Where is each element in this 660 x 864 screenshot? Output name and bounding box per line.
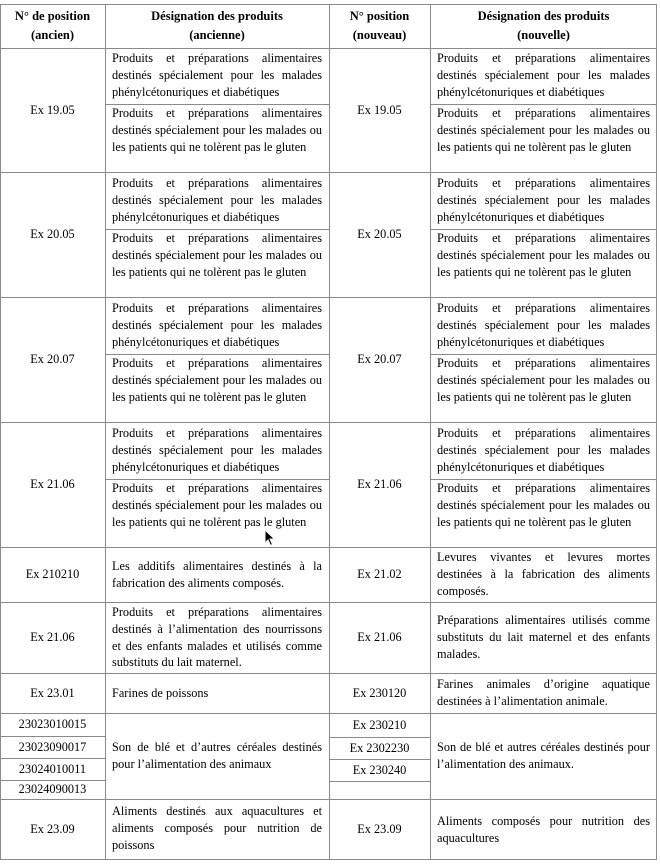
- old-text-farines: [105, 673, 329, 713]
- grid-line: [0, 780, 105, 781]
- old-code-23-01: Ex 23.01: [30, 685, 75, 700]
- new-code-19-05: Ex 19.05: [357, 102, 402, 117]
- grid-line: [329, 781, 430, 782]
- old-text-20-05-a: Produits et préparations alimentaires destinés spécialement pour les malades phénylcétonuriques et diabétiques: [112, 176, 322, 224]
- old-code-20-07: Ex 20.07: [30, 352, 75, 367]
- header-old-position-line2: (ancien): [30, 28, 75, 42]
- grid-line: [656, 4, 657, 860]
- grid-line: [0, 799, 657, 800]
- new-code-23-09: Ex 23.09: [357, 822, 402, 837]
- new-text-levures-content: Levures vivantes et levures mortes destinées à la fabrication des aliments composés.: [437, 550, 650, 598]
- header-old-designation-line1: Désignation des produits: [151, 9, 283, 23]
- new-code-20-05: Ex 20.05: [357, 227, 402, 242]
- grid-line: [0, 297, 657, 298]
- grid-line: [0, 713, 657, 714]
- old-text-nourrissons-content: Produits et préparations alimentaires destinés à l’alimentation des nourrissons et des enfants malades et utilisés comme substituts du lait maternel.: [112, 604, 322, 670]
- new-text-19-05-a: Produits et préparations alimentaires destinés spécialement pour les malades phénylcétonuriques et diabétiques: [437, 51, 650, 99]
- grid-line: [329, 759, 430, 760]
- grid-line: [430, 229, 657, 230]
- grid-line: [430, 354, 657, 355]
- grid-line: [0, 422, 657, 423]
- old-text-19-05-a: Produits et préparations alimentaires destinés spécialement pour les malades phénylcétonuriques et diabétiques: [112, 51, 322, 99]
- old-code-19-05: Ex 19.05: [30, 102, 75, 117]
- new-code-21-06-b: Ex 21.06: [357, 630, 402, 645]
- new-text-son-de-ble: Son de blé et autres céréales destinés pour l’alimentation des animaux.: [437, 740, 650, 771]
- grid-line: [105, 4, 106, 860]
- old-code-23024090013: 23024090013: [18, 782, 87, 797]
- new-text-substituts: [430, 602, 657, 673]
- old-text-20-07-b: Produits et préparations alimentaires destinés spécialement pour les malades ou les patients qui ne tolèrent pas le gluten: [112, 356, 322, 404]
- new-code-21-02: Ex 21.02: [357, 567, 402, 582]
- old-text-21-06-a: Produits et préparations alimentaires destinés spécialement pour les malades phénylcétonuriques et diabétiques: [112, 426, 322, 474]
- old-code-23024010011: 23024010011: [18, 761, 87, 776]
- header-new-position-line1: N° position: [349, 9, 410, 23]
- grid-line: [329, 737, 430, 738]
- old-code-21-06-b: Ex 21.06: [30, 630, 75, 645]
- grid-line: [0, 602, 657, 603]
- grid-line: [0, 859, 657, 860]
- header-new-designation-line1: Désignation des produits: [477, 9, 610, 23]
- grid-line: [0, 4, 1, 860]
- old-text-aquacultures: Aliments destinés aux aquacultures et aliments composés pour nutrition de poissons: [112, 804, 322, 852]
- new-text-substituts-content: Préparations alimentaires utilisés comme substituts du lait maternel et des enfants malades.: [437, 613, 650, 661]
- new-text-aquacultures: [430, 799, 657, 860]
- grid-line: [0, 4, 657, 5]
- old-text-son-de-ble: Son de blé et d’autres céréales destinés pour l’alimentation des animaux: [112, 740, 322, 771]
- old-code-20-05: Ex 20.05: [30, 227, 75, 242]
- header-new-designation-line2: (nouvelle): [517, 28, 570, 42]
- grid-line: [0, 172, 657, 173]
- old-text-nourrissons: [105, 602, 329, 673]
- new-text-19-05-b: Produits et préparations alimentaires destinés spécialement pour les malades ou les patients qui ne tolèrent pas le gluten: [437, 106, 650, 154]
- old-code-21-06: Ex 21.06: [30, 477, 75, 492]
- grid-line: [105, 354, 329, 355]
- mouse-pointer-icon: [264, 529, 276, 547]
- grid-line: [0, 736, 105, 737]
- header-old-designation: [105, 4, 329, 48]
- grid-line: [0, 48, 657, 49]
- new-code-230210: Ex 230210: [352, 717, 407, 732]
- header-old-position-line1: N° de position: [14, 9, 91, 23]
- new-text-20-07-b: Produits et préparations alimentaires destinés spécialement pour les malades ou les patients qui ne tolèrent pas le gluten: [437, 356, 650, 404]
- old-code-23023090017: 23023090017: [18, 739, 87, 754]
- new-text-farines: [430, 673, 657, 713]
- header-old-position: [0, 4, 105, 48]
- new-text-21-06-a: Produits et préparations alimentaires destinés spécialement pour les malades phénylcétonuriques et diabétiques: [437, 426, 650, 474]
- old-code-210210: Ex 210210: [25, 567, 80, 582]
- new-text-levures: [430, 547, 657, 602]
- old-text-additifs-content: Les additifs alimentaires destinés à la fabrication des aliments composés.: [112, 558, 322, 590]
- old-text-20-07-a: Produits et préparations alimentaires destinés spécialement pour les malades phénylcétonuriques et diabétiques: [112, 301, 322, 349]
- grid-line: [105, 479, 329, 480]
- old-code-23-09: Ex 23.09: [30, 822, 75, 837]
- new-text-farines-content: Farines animales d’origine aquatique destinées à l’alimentation animale.: [437, 677, 650, 708]
- header-old-designation-line2: (ancienne): [189, 28, 245, 42]
- header-new-designation: [430, 4, 657, 48]
- new-code-230120: Ex 230120: [352, 685, 407, 700]
- grid-line: [0, 758, 105, 759]
- new-code-21-06: Ex 21.06: [357, 477, 402, 492]
- new-text-20-05-a: Produits et préparations alimentaires destinés spécialement pour les malades phénylcétonuriques et diabétiques: [437, 176, 650, 224]
- new-text-20-05-b: Produits et préparations alimentaires destinés spécialement pour les malades ou les patients qui ne tolèrent pas le gluten: [437, 231, 650, 279]
- new-code-230240: Ex 230240: [352, 762, 407, 777]
- new-text-aquacultures-content: Aliments composés pour nutrition des aquacultures: [437, 813, 650, 845]
- grid-line: [430, 479, 657, 480]
- old-text-19-05-b: Produits et préparations alimentaires destinés spécialement pour les malades ou les patients qui ne tolèrent pas le gluten: [112, 106, 322, 154]
- old-text-farines-content: Farines de poissons: [112, 685, 209, 700]
- header-new-position: [329, 4, 430, 48]
- new-text-20-07-a: Produits et préparations alimentaires destinés spécialement pour les malades phénylcétonuriques et diabétiques: [437, 301, 650, 349]
- old-text-additifs: [105, 547, 329, 602]
- grid-line: [430, 104, 657, 105]
- old-code-23023010015: 23023010015: [18, 717, 87, 732]
- grid-line: [329, 4, 330, 860]
- grid-line: [0, 547, 657, 548]
- grid-line: [0, 673, 657, 674]
- new-text-21-06-b: Produits et préparations alimentaires destinés spécialement pour les malades ou les patients qui ne tolèrent pas le gluten: [437, 481, 650, 529]
- grid-line: [430, 4, 431, 860]
- grid-line: [105, 104, 329, 105]
- new-code-20-07: Ex 20.07: [357, 352, 402, 367]
- grid-line: [105, 229, 329, 230]
- new-code-2302230: Ex 2302230: [349, 740, 410, 755]
- old-text-21-06-b: Produits et préparations alimentaires destinés spécialement pour les malades ou les patients qui ne tolèrent pas le gluten: [112, 481, 322, 529]
- old-text-20-05-b: Produits et préparations alimentaires destinés spécialement pour les malades ou les patients qui ne tolèrent pas le gluten: [112, 231, 322, 279]
- header-new-position-line2: (nouveau): [352, 28, 407, 42]
